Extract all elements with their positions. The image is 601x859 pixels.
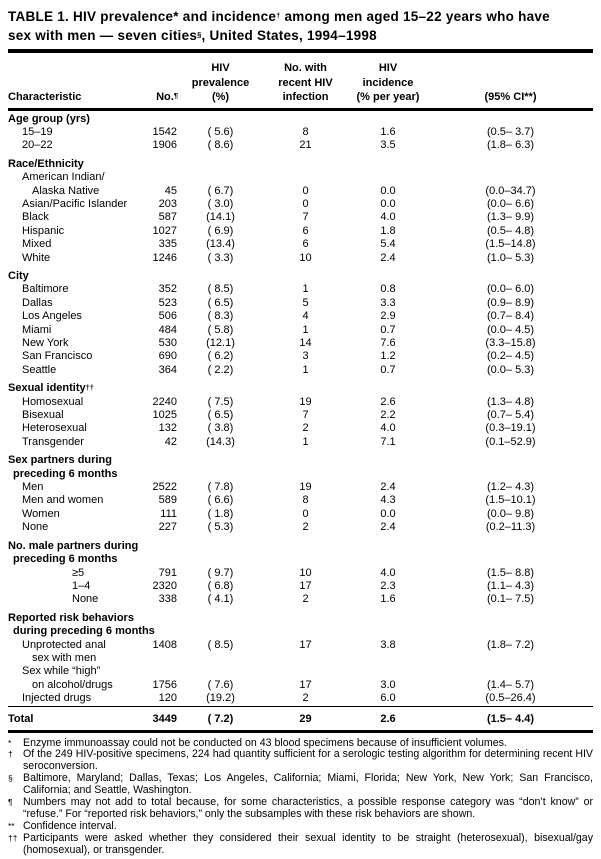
prevalence-cell: ( 6.2) [207,350,234,363]
recent-infection-cell: 8 [302,494,309,507]
recent-infection-cell: 8 [302,125,309,138]
characteristic-cell: Reported risk behaviors [8,611,134,624]
section-row [8,468,593,481]
prevalence-cell: ( 6.5) [207,409,234,422]
section-row [8,625,593,638]
recent-infection-cell: 1 [302,363,309,376]
incidence-cell: 2.6 [380,395,396,408]
table-row [8,494,593,507]
no-cell: 523 [158,296,177,309]
table-row [8,171,593,184]
incidence-cell: 1.6 [380,125,396,138]
recent-infection-cell: 2 [302,593,309,606]
no-cell: 2240 [152,395,177,408]
ci-cell: (1.2– 4.3) [486,481,535,494]
incidence-cell: 7.1 [380,435,396,448]
ci-cell: (1.5– 4.4) [428,706,593,731]
incidence-cell: 2.9 [380,310,396,323]
no-cell: 3449 [133,706,178,731]
no-cell: 1542 [152,125,177,138]
recent-infection-cell: 14 [299,337,312,349]
no-cell: 506 [158,310,177,323]
characteristic-cell: sex with men [32,651,97,664]
incidence-cell: 1.8 [380,224,396,237]
prevalence-cell: ( 7.2) [178,706,263,731]
prevalence-cell: (14.1) [206,211,235,224]
recent-infection-cell: 1 [302,323,309,336]
no-cell: 2320 [152,579,177,592]
ci-cell: (3.3–15.8) [485,337,536,349]
footnote-marker: * [8,737,12,748]
incidence-cell: 4.0 [380,566,396,579]
characteristic-cell: Dallas [22,296,53,309]
characteristic-cell: Hispanic [22,224,65,237]
section-row [8,535,593,553]
characteristic-cell: 20–22 [22,139,53,152]
footnote-text: Participants were asked whether they considered their sexual identity to be straight (heterosexual), bisexual/gay (homosexual), or transgender. [23,831,593,856]
prevalence-cell: ( 6.7) [207,184,234,197]
prevalence-cell: (12.1) [206,337,235,349]
prevalence-cell: ( 4.1) [207,593,234,606]
table-row [8,652,593,665]
recent-infection-cell: 6 [302,238,309,251]
no-cell: 2522 [152,481,177,494]
total-label-cell: Total [8,706,133,731]
table-row [8,310,593,323]
table-row [8,580,593,593]
ci-cell: (1.5–10.1) [485,494,536,507]
table-body [8,109,593,706]
table-row [8,198,593,211]
table-row [8,211,593,224]
prevalence-cell: ( 5.3) [207,521,234,534]
ci-cell: (0.0– 6.6) [486,197,535,210]
prevalence-cell: ( 5.8) [207,323,234,336]
characteristic-cell: City [8,269,29,282]
characteristic-cell: preceding 6 months [13,553,118,566]
incidence-cell: 0.0 [380,197,396,210]
col-header-no: No.¶ [133,53,178,109]
no-cell: 132 [158,422,177,435]
hiv-prevalence-incidence-table [8,53,593,733]
table-row [8,521,593,534]
footnote-text: Of the 249 HIV-positive specimens, 224 had quantity sufficient for a serologic testing algorithm for determining recent HIV seroconversion. [23,748,593,773]
characteristic-cell: San Francisco [22,350,93,363]
table-row [8,692,593,706]
characteristic-cell: None [22,521,49,534]
prevalence-cell: (14.3) [206,435,235,448]
recent-infection-cell: 29 [263,706,348,731]
ci-cell: (1.4– 5.7) [486,678,535,691]
incidence-cell: 2.4 [380,521,396,534]
incidence-cell: 0.7 [380,323,396,336]
table-row [8,252,593,265]
incidence-cell: 4.0 [380,211,396,224]
characteristic-cell: on alcohol/drugs [32,678,113,691]
ci-cell: (0.1– 7.5) [486,593,535,606]
footnote-marker: ** [8,820,15,831]
characteristic-cell: Sex while “high” [22,665,101,678]
recent-infection-cell: 5 [302,296,309,309]
table-row [8,409,593,422]
no-cell: 227 [158,521,177,534]
recent-infection-cell: 1 [302,435,309,448]
ci-cell: (0.1–52.9) [485,435,536,448]
ci-cell: (1.5– 8.8) [486,566,535,579]
characteristic-cell: 15–19 [22,125,53,138]
incidence-cell: 3.8 [380,638,396,651]
characteristic-cell: 1–4 [72,579,91,592]
no-cell: 338 [158,593,177,606]
characteristic-cell: Seattle [22,363,57,376]
ci-cell: (0.5–26.4) [485,692,536,705]
characteristic-cell: Transgender [22,435,84,448]
recent-infection-cell: 7 [302,211,309,224]
header-row [8,53,593,109]
characteristic-cell: Men and women [22,494,104,507]
table-row [8,481,593,494]
recent-infection-cell: 17 [299,678,312,691]
ci-cell: (1.3– 9.9) [486,211,535,224]
recent-infection-cell: 3 [302,350,309,363]
incidence-cell: 1.6 [380,593,396,606]
ci-cell: (0.3–19.1) [485,422,536,435]
prevalence-cell: ( 8.5) [207,638,234,651]
ci-cell: (0.0– 5.3) [486,363,535,376]
no-cell: 1246 [152,251,177,264]
prevalence-cell: ( 8.3) [207,310,234,323]
table-row [8,436,593,449]
prevalence-cell: ( 1.8) [207,507,234,520]
characteristic-cell: ≥5 [72,566,85,579]
incidence-cell: 3.3 [380,296,396,309]
table-row [8,567,593,580]
section-row [8,607,593,625]
recent-infection-cell: 19 [299,395,312,408]
table-row [8,679,593,692]
footnote-text: Confidence interval. [23,819,117,832]
footnote-marker: † [8,749,13,760]
ci-cell: (1.0– 5.3) [486,251,535,264]
table-row [8,126,593,139]
no-cell: 364 [158,363,177,376]
incidence-cell: 4.0 [380,422,396,435]
characteristic-cell: Heterosexual [22,422,87,435]
ci-cell: (1.5–14.8) [485,238,536,251]
recent-infection-cell: 10 [299,566,312,579]
section-row [8,449,593,467]
prevalence-cell: ( 6.6) [207,494,234,507]
characteristic-cell: Black [22,211,49,224]
no-cell: 1025 [152,409,177,422]
ci-cell: (0.0– 6.0) [486,283,535,296]
recent-infection-cell: 1 [302,283,309,296]
section-row [8,109,593,126]
prevalence-cell: ( 2.2) [207,363,234,376]
no-cell: 484 [158,323,177,336]
col-header-ci: (95% CI**) [428,53,593,109]
footnote-marker: § [8,773,13,784]
prevalence-cell: ( 3.8) [207,422,234,435]
footnote-text: Numbers may not add to total because, for some characteristics, a possible response category was “don’t know” or “refuse.” For “reported risk behaviors,” only the subsamples with these risk behaviors are shown. [23,796,593,820]
no-cell: 42 [164,435,177,448]
table-row [8,508,593,521]
prevalence-cell: ( 7.8) [207,481,234,494]
no-cell: 791 [158,566,177,579]
recent-infection-cell: 17 [299,638,312,651]
incidence-cell: 2.4 [380,251,396,264]
no-cell: 203 [158,197,177,210]
characteristic-cell: Men [22,481,44,494]
incidence-cell: 2.3 [380,579,396,592]
ci-cell: (1.8– 6.3) [486,139,535,152]
characteristic-cell: preceding 6 months [13,467,118,480]
recent-infection-cell: 10 [299,251,312,264]
characteristic-cell: Miami [22,323,52,336]
table-title: TABLE 1. HIV prevalence* and incidence† among men aged 15–22 years who have sex with men — seven cities§, United States, 1994–1998 [8,9,550,43]
recent-infection-cell: 21 [299,139,312,152]
prevalence-cell: (13.4) [206,238,235,251]
table-row [8,283,593,296]
recent-infection-cell: 7 [302,409,309,422]
footnote [8,797,593,821]
recent-infection-cell: 19 [299,481,312,494]
total-row [8,706,593,731]
table-row [8,422,593,435]
table-row [8,593,593,606]
section-row [8,377,593,395]
no-cell: 1756 [152,678,177,691]
table-row [8,297,593,310]
col-header-incidence: HIV incidence (% per year) [348,53,428,109]
ci-cell: (0.5– 4.8) [486,224,535,237]
incidence-cell: 4.3 [380,494,396,507]
table-row [8,185,593,198]
table-row [8,225,593,238]
characteristic-cell: Bisexual [22,409,64,422]
section-row [8,553,593,566]
prevalence-cell: ( 7.6) [207,678,234,691]
ci-cell: (0.0–34.7) [485,184,536,197]
col-header-recent-infection: No. with recent HIV infection [263,53,348,109]
prevalence-cell: ( 8.6) [207,139,234,152]
no-cell: 45 [164,184,177,197]
characteristic-cell: Alaska Native [32,184,100,197]
no-cell: 530 [158,337,177,349]
incidence-cell: 2.6 [348,706,428,731]
characteristic-cell: American Indian/ [22,171,105,184]
table-row [8,238,593,251]
table-row [8,639,593,652]
characteristic-cell: Injected drugs [22,692,92,705]
ci-cell: (0.7– 5.4) [486,409,535,422]
no-cell: 335 [158,238,177,251]
prevalence-cell: ( 7.5) [207,395,234,408]
prevalence-cell: ( 9.7) [207,566,234,579]
prevalence-cell: ( 8.5) [207,283,234,296]
prevalence-cell: ( 6.9) [207,224,234,237]
prevalence-cell: ( 6.8) [207,579,234,592]
incidence-cell: 0.0 [380,184,396,197]
incidence-cell: 7.6 [380,337,396,349]
footnote [8,749,593,773]
ci-cell: (0.2– 4.5) [486,350,535,363]
footnote-marker: ¶ [8,797,13,808]
ci-cell: (1.1– 4.3) [486,579,535,592]
recent-infection-cell: 6 [302,224,309,237]
incidence-cell: 6.0 [380,692,396,705]
recent-infection-cell: 0 [302,184,309,197]
recent-infection-cell: 0 [302,197,309,210]
ci-cell: (0.5– 3.7) [486,125,535,138]
ci-cell: (0.0– 9.8) [486,507,535,520]
table-row [8,364,593,377]
incidence-cell: 0.7 [380,363,396,376]
no-cell: 589 [158,494,177,507]
ci-cell: (0.9– 8.9) [486,296,535,309]
table-row [8,665,593,678]
characteristic-cell: None [72,593,99,606]
no-cell: 1906 [152,139,177,152]
no-cell: 1408 [152,638,177,651]
characteristic-cell: Sex partners during [8,454,112,467]
no-cell: 1027 [152,224,177,237]
prevalence-cell: ( 5.6) [207,125,234,138]
ci-cell: (0.2–11.3) [485,521,536,534]
characteristic-cell: Asian/Pacific Islander [22,197,128,210]
characteristic-cell: Homosexual [22,395,84,408]
characteristic-cell: Sexual identity†† [8,382,94,395]
prevalence-cell: ( 3.3) [207,251,234,264]
recent-infection-cell: 2 [302,422,309,435]
section-row [8,153,593,171]
incidence-cell: 3.5 [380,139,396,152]
col-header-prevalence: HIV prevalence (%) [178,53,263,109]
characteristic-cell: White [22,251,51,264]
characteristic-cell: Women [22,507,60,520]
table-row [8,396,593,409]
characteristic-cell: during preceding 6 months [13,625,155,638]
no-cell: 120 [158,692,177,705]
incidence-cell: 1.2 [380,350,396,363]
characteristic-cell: No. male partners during [8,539,139,552]
ci-cell: (1.8– 7.2) [486,638,535,651]
col-header-characteristic: Characteristic [8,53,133,109]
footnote-marker: †† [8,832,18,843]
no-cell: 587 [158,211,177,224]
incidence-cell: 3.0 [380,678,396,691]
footnote [8,773,593,797]
table-total [8,706,593,731]
characteristic-cell: Race/Ethnicity [8,157,84,170]
ci-cell: (0.7– 8.4) [486,310,535,323]
characteristic-cell: Age group (yrs) [8,112,90,125]
footnote-text: Baltimore, Maryland; Dallas, Texas; Los Angeles, California; Miami, Florida; New York, New York; San Francisco, California; and Seattle, Washington. [23,772,593,797]
footnote-text: Enzyme immunoassay could not be conducted on 43 blood specimens because of insufficient volumes. [23,736,507,749]
characteristic-cell: Unprotected anal [22,638,106,651]
section-row [8,265,593,283]
prevalence-cell: ( 6.5) [207,296,234,309]
incidence-cell: 0.8 [380,283,396,296]
table-row [8,337,593,350]
recent-infection-cell: 2 [302,692,309,705]
prevalence-cell: (19.2) [206,692,235,705]
no-cell: 352 [158,283,177,296]
characteristic-cell: Baltimore [22,283,69,296]
footnotes [8,738,593,857]
incidence-cell: 2.4 [380,481,396,494]
characteristic-cell: Los Angeles [22,310,82,323]
table-row [8,139,593,152]
recent-infection-cell: 2 [302,521,309,534]
incidence-cell: 5.4 [380,238,396,251]
recent-infection-cell: 0 [302,507,309,520]
incidence-cell: 2.2 [380,409,396,422]
ci-cell: (1.3– 4.8) [486,395,535,408]
incidence-cell: 0.0 [380,507,396,520]
table-header [8,53,593,109]
prevalence-cell: ( 3.0) [207,197,234,210]
no-cell: 111 [160,507,177,520]
table-row [8,324,593,337]
characteristic-cell: Mixed [22,238,52,251]
table-row [8,350,593,363]
recent-infection-cell: 17 [299,579,312,592]
characteristic-cell: New York [22,337,69,349]
no-cell: 690 [158,350,177,363]
footnote [8,833,593,857]
recent-infection-cell: 4 [302,310,309,323]
ci-cell: (0.0– 4.5) [486,323,535,336]
